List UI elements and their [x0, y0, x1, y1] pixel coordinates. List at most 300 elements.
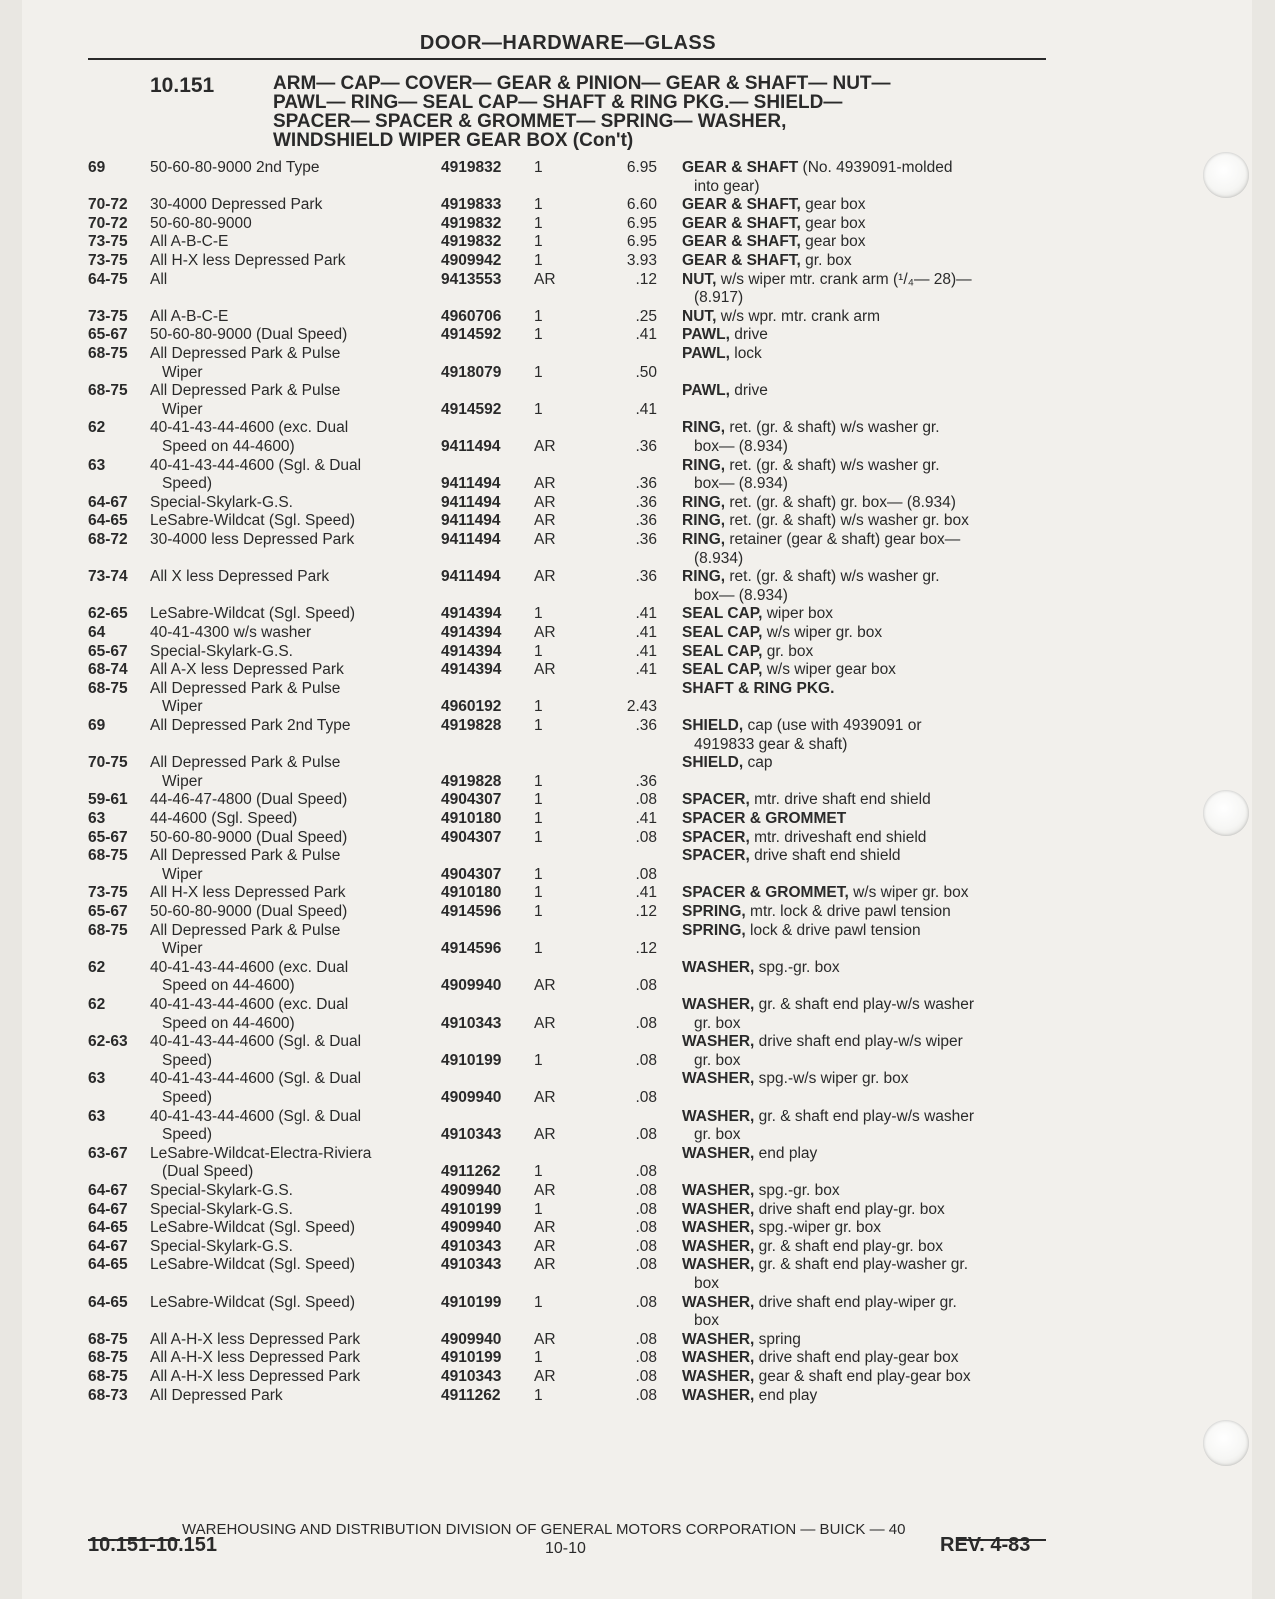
quantity: AR: [534, 512, 556, 530]
model-description: 50-60-80-9000 2nd Type: [150, 159, 320, 176]
quantity: AR: [534, 1126, 556, 1144]
part-description: [682, 959, 840, 978]
model-description-cont: Speed): [162, 1051, 212, 1069]
table-row: [0, 326, 1275, 345]
model-description: All H-X less Depressed Park: [150, 884, 346, 902]
table-row: [0, 1238, 1275, 1257]
part-number: 9411494: [441, 568, 501, 586]
model-year: 64-67: [88, 1182, 128, 1199]
price: 2.43: [626, 698, 657, 716]
model-description: All Depressed Park & Pulse: [150, 345, 341, 362]
price: .36: [635, 493, 657, 511]
model-description: 40-41-43-44-4600 (exc. Dual: [150, 996, 349, 1013]
part-number: 4960192: [441, 698, 502, 716]
price: .12: [635, 940, 657, 958]
part-number: 4914592: [441, 326, 502, 344]
quantity: 1: [534, 196, 543, 214]
part-description-cont: gr. box: [694, 1126, 741, 1144]
price: .41: [635, 884, 657, 902]
part-name: WASHER,: [682, 1386, 755, 1404]
part-number: 4919832: [441, 214, 502, 232]
price: .08: [635, 1330, 657, 1348]
quantity: AR: [534, 1368, 556, 1385]
part-name: WASHER,: [682, 1107, 755, 1125]
part-description: [682, 1349, 959, 1368]
model-description: 40-41-43-44-4600 (Sgl. & Dual: [150, 1033, 362, 1051]
model-description: Special-Skylark-G.S.: [150, 1237, 293, 1255]
table-row: [0, 308, 1275, 327]
part-number: 4910199: [441, 1200, 502, 1218]
part-number: 4919832: [441, 159, 502, 176]
part-name: SPACER,: [682, 828, 750, 846]
quantity: 1: [534, 772, 543, 790]
model-description-cont: Speed on 44-4600): [162, 1014, 295, 1032]
part-description: [682, 754, 772, 773]
footer-page-number: 10-10: [545, 1540, 586, 1557]
part-description-cont: box: [694, 1274, 719, 1292]
part-name: WASHER,: [682, 958, 755, 976]
part-description: [682, 271, 972, 290]
part-detail: drive shaft end play-gear box: [754, 1349, 959, 1367]
table-row: [0, 382, 1275, 419]
model-year: 68-75: [88, 679, 128, 697]
part-description: [682, 568, 940, 587]
price: .08: [635, 1088, 657, 1106]
model-year: 68-75: [88, 345, 128, 362]
quantity: 1: [534, 642, 543, 660]
table-row: [0, 1182, 1275, 1201]
table-row: [0, 215, 1275, 234]
part-description: [682, 196, 865, 215]
part-name: WASHER,: [682, 1256, 755, 1274]
part-number: 4910343: [441, 1256, 502, 1274]
part-number: 4910180: [441, 884, 502, 902]
part-detail: gear box: [800, 214, 866, 232]
quantity: AR: [534, 568, 556, 586]
price: .08: [635, 1293, 657, 1311]
table-row: [0, 457, 1275, 494]
part-name: WASHER,: [682, 1349, 755, 1367]
part-description: [682, 233, 865, 252]
model-description-cont: Wiper: [162, 772, 203, 790]
section-title-line: PAWL— RING— SEAL CAP— SHAFT & RING PKG.— SHIELD—: [273, 92, 843, 113]
model-year: 68-75: [88, 382, 128, 400]
part-detail: wiper box: [762, 605, 834, 623]
model-description-cont: (Dual Speed): [162, 1163, 254, 1181]
model-description: All Depressed Park 2nd Type: [150, 717, 351, 734]
price: 6.60: [626, 196, 657, 214]
price: .36: [635, 772, 657, 790]
part-number: 4911262: [441, 1386, 501, 1404]
part-detail: mtr. drive shaft end shield: [749, 791, 931, 809]
part-description-cont: gr. box: [694, 1014, 741, 1032]
part-number: 9411494: [441, 437, 501, 455]
model-description: LeSabre-Wildcat-Electra-Riviera: [150, 1144, 372, 1162]
quantity: AR: [534, 475, 556, 493]
quantity: AR: [534, 270, 556, 288]
model-year: 68-75: [88, 1330, 128, 1348]
part-name: WASHER,: [682, 1237, 755, 1255]
price: 6.95: [626, 214, 657, 232]
quantity: 1: [534, 252, 543, 269]
part-detail: drive shaft end play-gr. box: [754, 1200, 945, 1218]
part-number: 9411494: [441, 531, 501, 548]
part-number: 4914596: [441, 903, 502, 920]
model-year: 63: [88, 1070, 106, 1088]
quantity: AR: [534, 1219, 556, 1237]
part-detail: ret. (gr. & shaft) w/s washer gr.: [725, 568, 940, 586]
part-name: SHIELD,: [682, 754, 744, 772]
part-description: [682, 810, 846, 829]
model-description: All A-B-C-E: [150, 233, 229, 251]
model-year: 68-73: [88, 1386, 128, 1404]
price: .36: [635, 531, 657, 548]
part-description: [682, 457, 940, 476]
part-detail: gr. & shaft end play-washer gr.: [754, 1256, 969, 1274]
model-year: 68-72: [88, 531, 128, 548]
table-row: [0, 345, 1275, 382]
part-name: WASHER,: [682, 1144, 755, 1162]
model-year: 68-75: [88, 921, 128, 939]
part-description: [682, 1033, 963, 1052]
model-description: All A-H-X less Depressed Park: [150, 1349, 361, 1367]
quantity: 1: [534, 865, 543, 883]
part-detail: spg.-gr. box: [754, 1182, 840, 1199]
price: .36: [635, 475, 657, 493]
table-row: [0, 512, 1275, 531]
price: .08: [635, 865, 657, 883]
part-detail: cap (use with 4939091 or: [743, 717, 922, 734]
part-description-cont: 4919833 gear & shaft): [694, 735, 848, 753]
table-row: [0, 1070, 1275, 1107]
quantity: 1: [534, 903, 543, 920]
model-description-cont: Wiper: [162, 698, 203, 716]
table-row: [0, 624, 1275, 643]
quantity: 1: [534, 828, 543, 846]
price: .41: [635, 326, 657, 344]
table-row: [0, 1033, 1275, 1070]
table-row: [0, 661, 1275, 680]
table-row: [0, 680, 1275, 717]
part-name: RING,: [682, 419, 726, 437]
part-number: 4914394: [441, 661, 502, 679]
part-name: GEAR & SHAFT,: [682, 252, 801, 269]
price: .12: [635, 270, 657, 288]
quantity: AR: [534, 437, 556, 455]
price: .08: [635, 1237, 657, 1255]
quantity: AR: [534, 661, 556, 679]
model-description-cont: Speed): [162, 1126, 212, 1144]
part-description: [682, 531, 960, 550]
part-name: WASHER,: [682, 1200, 755, 1218]
part-description: [682, 791, 931, 810]
price: .41: [635, 624, 657, 641]
part-name: SEAL CAP,: [682, 624, 763, 641]
part-name: SHIELD,: [682, 717, 744, 734]
part-number: 4910343: [441, 1126, 502, 1144]
quantity: 1: [534, 605, 543, 623]
part-number: 4914394: [441, 624, 502, 641]
model-description-cont: Speed): [162, 475, 212, 493]
model-description: 30-4000 Depressed Park: [150, 196, 323, 214]
part-name: WASHER,: [682, 1070, 755, 1088]
table-row: [0, 791, 1275, 810]
quantity: 1: [534, 791, 543, 809]
part-number: 4904307: [441, 865, 502, 883]
price: .41: [635, 661, 657, 679]
model-year: 68-75: [88, 847, 128, 865]
price: .50: [635, 363, 657, 381]
part-description: [682, 1368, 971, 1387]
part-detail: spring: [754, 1330, 801, 1348]
part-description: [682, 494, 956, 513]
part-description-cont: box— (8.934): [694, 475, 788, 493]
model-year: 63: [88, 456, 106, 474]
part-number: 4914592: [441, 400, 502, 418]
price: .36: [635, 512, 657, 530]
footer-revision: REV. 4-83: [940, 1534, 1031, 1556]
model-description: LeSabre-Wildcat (Sgl. Speed): [150, 1256, 356, 1274]
part-detail: gr. & shaft end play-w/s washer: [754, 996, 975, 1013]
table-row: [0, 233, 1275, 252]
price: 3.93: [626, 252, 657, 269]
price: .36: [635, 437, 657, 455]
table-row: [0, 959, 1275, 996]
model-year: 59-61: [88, 791, 128, 809]
model-description: Special-Skylark-G.S.: [150, 1182, 293, 1199]
model-year: 65-67: [88, 642, 128, 660]
model-description: All: [150, 270, 168, 288]
quantity: AR: [534, 1256, 556, 1274]
part-description-cont: box: [694, 1312, 719, 1330]
part-description: [682, 1070, 909, 1089]
model-description-cont: Wiper: [162, 940, 203, 958]
model-year: 62: [88, 996, 106, 1013]
model-description: All Depressed Park & Pulse: [150, 921, 341, 939]
part-description: [682, 1294, 957, 1313]
model-year: 65-67: [88, 326, 128, 344]
model-description-cont: Wiper: [162, 400, 203, 418]
part-number: 4910199: [441, 1349, 502, 1367]
table-row: [0, 996, 1275, 1033]
quantity: AR: [534, 1182, 556, 1199]
model-description-cont: Wiper: [162, 865, 203, 883]
model-year: 64-67: [88, 493, 128, 511]
model-year: 62: [88, 419, 106, 437]
part-detail: drive: [729, 382, 768, 400]
quantity: 1: [534, 159, 543, 176]
price: .08: [635, 1126, 657, 1144]
part-detail: (No. 4939091-molded: [798, 159, 953, 176]
quantity: 1: [534, 698, 543, 716]
part-description-cont: gr. box: [694, 1051, 741, 1069]
part-description: [682, 661, 896, 680]
table-row: [0, 884, 1275, 903]
footer-section-range: 10.151-10.151: [88, 1534, 218, 1556]
part-description-cont: box— (8.934): [694, 586, 788, 604]
model-year: 62: [88, 958, 106, 976]
table-row: [0, 922, 1275, 959]
model-year: 63: [88, 810, 106, 827]
quantity: 1: [534, 307, 543, 325]
model-description: 40-41-4300 w/s washer: [150, 624, 312, 641]
quantity: AR: [534, 1237, 556, 1255]
footer-distribution-text: WAREHOUSING AND DISTRIBUTION DIVISION OF GENERAL MOTORS CORPORATION — BUICK — 40: [182, 1521, 906, 1538]
table-row: [0, 829, 1275, 848]
part-description-cont: (8.934): [694, 549, 744, 567]
part-description: [682, 1182, 840, 1201]
part-detail: drive shaft end shield: [749, 847, 901, 865]
part-name: SHAFT & RING PKG.: [682, 679, 835, 697]
quantity: 1: [534, 363, 543, 381]
part-detail: lock: [729, 345, 762, 362]
model-description: 44-46-47-4800 (Dual Speed): [150, 791, 348, 809]
quantity: 1: [534, 1200, 543, 1218]
part-name: PAWL,: [682, 382, 730, 400]
table-row: [0, 1349, 1275, 1368]
quantity: 1: [534, 1349, 543, 1367]
price: .08: [635, 1182, 657, 1199]
price: .41: [635, 810, 657, 827]
part-name: SPACER,: [682, 791, 750, 809]
model-year: 68-74: [88, 661, 128, 679]
part-number: 4909940: [441, 977, 502, 995]
part-description: [682, 1387, 817, 1406]
table-row: [0, 196, 1275, 215]
model-year: 64-67: [88, 1200, 128, 1218]
table-row: [0, 754, 1275, 791]
part-detail: drive shaft end play-wiper gr.: [754, 1293, 957, 1311]
part-detail: drive: [729, 326, 768, 344]
table-row: [0, 1368, 1275, 1387]
part-detail: gr. & shaft end play-gr. box: [754, 1237, 944, 1255]
part-description: [682, 922, 921, 941]
table-row: [0, 1219, 1275, 1238]
part-number: 4909940: [441, 1088, 502, 1106]
part-number: 9411494: [441, 475, 501, 493]
part-description-cont: (8.917): [694, 289, 744, 307]
quantity: 1: [534, 1163, 543, 1181]
price: .08: [635, 791, 657, 809]
part-description-cont: into gear): [694, 177, 760, 195]
part-number: 9413553: [441, 270, 502, 288]
part-detail: ret. (gr. & shaft) w/s washer gr.: [725, 456, 940, 474]
model-description: 50-60-80-9000 (Dual Speed): [150, 903, 348, 920]
price: .41: [635, 642, 657, 660]
part-detail: mtr. driveshaft end shield: [749, 828, 927, 846]
model-year: 73-75: [88, 884, 128, 902]
part-description: [682, 1108, 974, 1127]
part-name: PAWL,: [682, 345, 730, 362]
model-description: 50-60-80-9000: [150, 214, 252, 232]
part-name: WASHER,: [682, 1368, 755, 1385]
part-name: GEAR & SHAFT,: [682, 233, 801, 251]
table-row: [0, 643, 1275, 662]
part-description: [682, 680, 834, 699]
model-year: 64-67: [88, 1237, 128, 1255]
model-year: 62-63: [88, 1033, 128, 1051]
part-name: WASHER,: [682, 1033, 755, 1051]
section-title-line: WINDSHIELD WIPER GEAR BOX (Con't): [273, 130, 634, 151]
part-number: 4909940: [441, 1219, 502, 1237]
table-row: [0, 1387, 1275, 1406]
part-number: 4914596: [441, 940, 502, 958]
part-name: SPACER & GROMMET: [682, 810, 847, 827]
part-name: GEAR & SHAFT: [682, 159, 799, 176]
model-description: All A-B-C-E: [150, 307, 229, 325]
part-detail: lock & drive pawl tension: [745, 921, 921, 939]
part-detail: ret. (gr. & shaft) gr. box— (8.934): [725, 493, 956, 511]
model-description: 40-41-43-44-4600 (Sgl. & Dual: [150, 456, 362, 474]
part-name: RING,: [682, 531, 726, 548]
model-description: All Depressed Park & Pulse: [150, 754, 341, 772]
table-row: [0, 1145, 1275, 1182]
part-name: SPACER,: [682, 847, 750, 865]
model-description: 50-60-80-9000 (Dual Speed): [150, 326, 348, 344]
page-title: DOOR—HARDWARE—GLASS: [419, 32, 717, 54]
model-description: All A-X less Depressed Park: [150, 661, 344, 679]
model-year: 73-75: [88, 307, 128, 325]
part-number: 4910343: [441, 1368, 502, 1385]
part-number: 4904307: [441, 791, 502, 809]
quantity: 1: [534, 326, 543, 344]
part-name: RING,: [682, 493, 726, 511]
part-name: SPRING,: [682, 903, 746, 920]
price: 6.95: [626, 233, 657, 251]
model-description: All Depressed Park: [150, 1386, 283, 1404]
table-row: [0, 531, 1275, 568]
model-year: 70-75: [88, 754, 128, 772]
part-name: RING,: [682, 456, 726, 474]
part-number: 4909940: [441, 1182, 502, 1199]
table-row: [0, 1108, 1275, 1145]
part-number: 4919832: [441, 233, 502, 251]
quantity: 1: [534, 1293, 543, 1311]
quantity: 1: [534, 884, 543, 902]
model-year: 64-65: [88, 1219, 128, 1237]
model-year: 65-67: [88, 828, 128, 846]
part-description: [682, 996, 974, 1015]
table-row: [0, 810, 1275, 829]
table-row: [0, 1294, 1275, 1331]
part-detail: w/s wiper gear box: [762, 661, 896, 679]
part-description: [682, 1238, 943, 1257]
quantity: 1: [534, 1051, 543, 1069]
model-description-cont: Speed on 44-4600): [162, 977, 295, 995]
price: .36: [635, 717, 657, 734]
part-name: WASHER,: [682, 1330, 755, 1348]
part-name: SPACER & GROMMET,: [682, 884, 849, 902]
part-detail: gr. & shaft end play-w/s washer: [754, 1107, 975, 1125]
model-description: LeSabre-Wildcat (Sgl. Speed): [150, 1219, 356, 1237]
section-title-line: SPACER— SPACER & GROMMET— SPRING— WASHER,: [273, 111, 787, 132]
model-description: Special-Skylark-G.S.: [150, 493, 293, 511]
price: .08: [635, 977, 657, 995]
model-description: All A-H-X less Depressed Park: [150, 1330, 361, 1348]
quantity: 1: [534, 940, 543, 958]
price: .41: [635, 400, 657, 418]
part-description: [682, 419, 940, 438]
price: .25: [635, 307, 657, 325]
price: .08: [635, 1368, 657, 1385]
part-name: RING,: [682, 568, 726, 586]
price: .08: [635, 1219, 657, 1237]
quantity: 1: [534, 214, 543, 232]
part-detail: drive shaft end play-w/s wiper: [754, 1033, 963, 1051]
model-year: 73-74: [88, 568, 128, 586]
model-description: All A-H-X less Depressed Park: [150, 1368, 361, 1385]
model-year: 73-75: [88, 233, 128, 251]
